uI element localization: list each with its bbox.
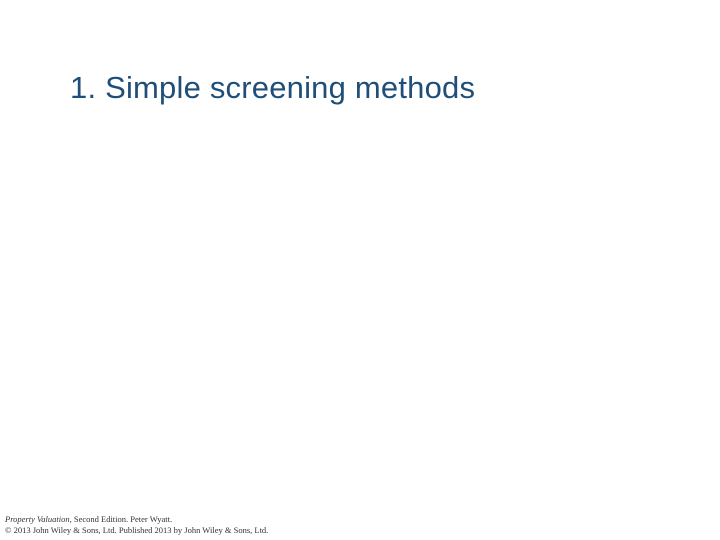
- footer-book-title: Property Valuation: [5, 514, 70, 524]
- footer-edition-author: , Second Edition. Peter Wyatt.: [69, 514, 173, 524]
- copyright-footer: [5, 514, 268, 536]
- footer-line-1: [5, 514, 268, 525]
- footer-copyright: © 2013 John Wiley & Sons, Ltd. Published 2013 by John Wiley & Sons, Ltd.: [5, 525, 269, 535]
- slide-title: 1. Simple screening methods: [70, 70, 476, 105]
